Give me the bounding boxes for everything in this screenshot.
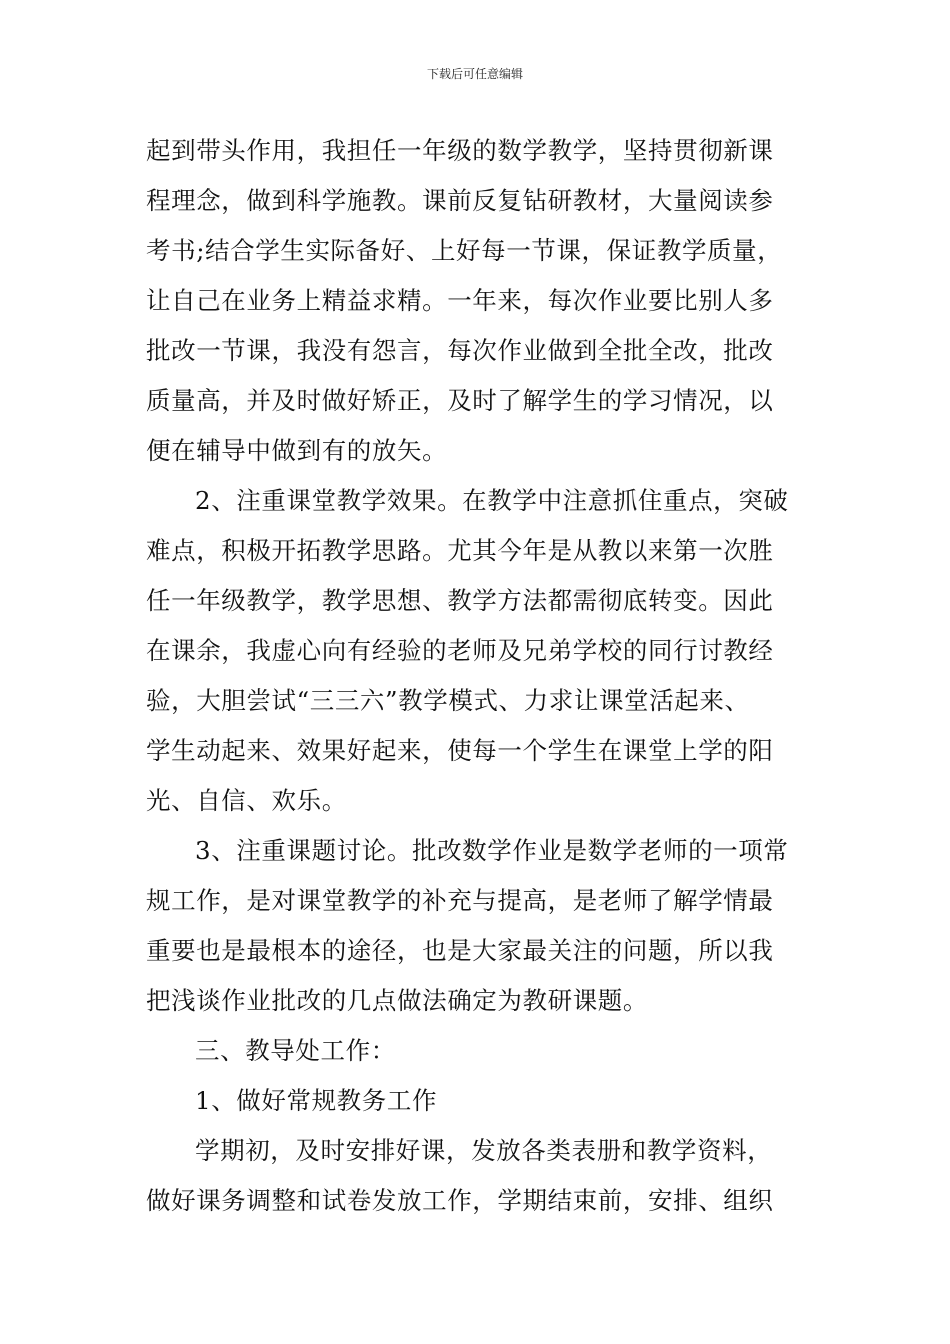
text-line: 重要也是最根本的途径，也是大家最关注的问题，所以我 bbox=[146, 936, 774, 965]
paragraph-start-line: 2、注重课堂教学效果。在教学中注意抓住重点，突破 bbox=[195, 486, 789, 515]
text-line: 起到带头作用，我担任一年级的数学教学，坚持贯彻新课 bbox=[146, 136, 774, 165]
text-line: 把浅谈作业批改的几点做法确定为教研课题。 bbox=[146, 986, 648, 1015]
text-line: 学生动起来、效果好起来，使每一个学生在课堂上学的阳 bbox=[146, 736, 774, 765]
section-heading: 三、教导处工作： bbox=[195, 1036, 396, 1065]
document-body bbox=[146, 126, 806, 1226]
text-line: 批改一节课，我没有怨言，每次作业做到全批全改，批改 bbox=[146, 336, 774, 365]
paragraph-start-line: 3、注重课题讨论。批改数学作业是数学老师的一项常 bbox=[195, 836, 789, 865]
text-line: 验，大胆尝试“三三六”教学模式、力求让课堂活起来、 bbox=[146, 686, 750, 715]
text-line: 考书;结合学生实际备好、上好每一节课，保证教学质量， bbox=[146, 236, 783, 265]
text-line: 规工作，是对课堂教学的补充与提高，是老师了解学情最 bbox=[146, 886, 774, 915]
paragraph-start-line: 学期初，及时安排好课，发放各类表册和教学资料， bbox=[195, 1136, 773, 1165]
subsection-heading: 1、做好常规教务工作 bbox=[195, 1086, 438, 1115]
text-line: 质量高，并及时做好矫正，及时了解学生的学习情况，以 bbox=[146, 386, 774, 415]
text-line: 难点，积极开拓教学思路。尤其今年是从教以来第一次胜 bbox=[146, 536, 774, 565]
text-line: 光、自信、欢乐。 bbox=[146, 786, 347, 815]
text-line: 做好课务调整和试卷发放工作，学期结束前，安排、组织 bbox=[146, 1186, 774, 1215]
text-line: 程理念，做到科学施教。课前反复钻研教材，大量阅读参 bbox=[146, 186, 774, 215]
text-line: 在课余，我虚心向有经验的老师及兄弟学校的同行讨教经 bbox=[146, 636, 774, 665]
text-line: 任一年级教学，教学思想、教学方法都需彻底转变。因此 bbox=[146, 586, 774, 615]
page-header-note: 下载后可任意编辑 bbox=[426, 67, 523, 81]
text-line: 便在辅导中做到有的放矢。 bbox=[146, 436, 448, 465]
text-line: 让自己在业务上精益求精。一年来，每次作业要比别人多 bbox=[146, 286, 774, 315]
